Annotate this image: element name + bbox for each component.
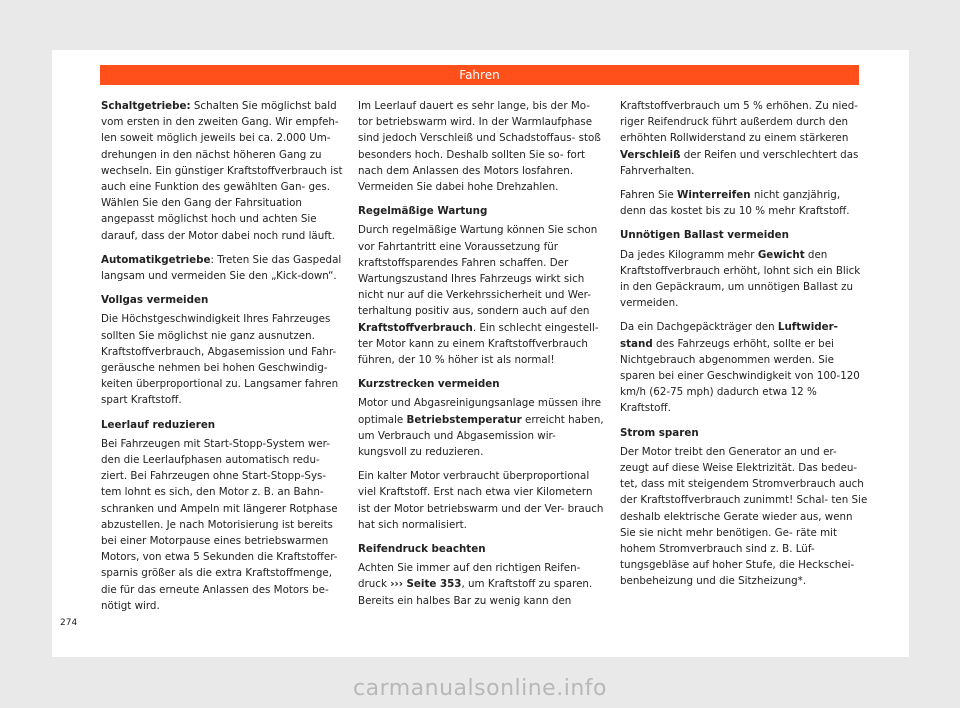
paragraph-text: Schalten Sie möglichst bald vom ersten in den zweiten Gang. Wir empfeh- len soweit möglich jeweils bei ca. 2.000 Um- drehungen in den nächst höheren Gang zu wechseln. Ein günstiger Kraftstoffverbrauch ist auch eine Funktion des gewählten Gan- ges. Wählen Sie den Gang der Fahrsituation angepasst möglichst hoch und achten Sie darauf, dass der Motor dabei noch rund läuft.	[101, 100, 343, 242]
watermark: carmanualsonline.info	[353, 676, 607, 701]
paragraph	[101, 252, 349, 284]
paragraph	[101, 98, 349, 244]
term-bold: Schaltgetriebe:	[101, 100, 191, 112]
term-bold: Kraftstoffverbrauch	[358, 321, 473, 334]
paragraph-text: Da jedes Kilogramm mehr	[620, 248, 758, 261]
paragraph-text: Kraftstoffverbrauch um 5 % erhöhen. Zu nied- riger Reifendruck führt außerdem durch den erhöhten Rollwiderstand zu einem stärkeren	[620, 100, 858, 145]
paragraph: Ein kalter Motor verbraucht überproportional viel Kraftstoff. Erst nach etwa vier Kilometern ist der Motor betriebswarm und der Ver- brauch hat sich normalisiert.	[358, 470, 604, 531]
paragraph-text: des Fahrzeugs erhöht, sollte er bei Nichtgebrauch abgenommen werden. Sie sparen bei einer Geschwindigkeit von 100-120 km/h (62-75 mph) dadurch etwa 12 % Kraftstoff.	[620, 337, 860, 415]
paragraph	[620, 98, 868, 179]
paragraph-text: Durch regelmäßige Wartung können Sie schon vor Fahrtantritt eine Voraussetzung für kraftstoffsparendes Fahren schaffen. Der Wartungszustand Ihres Fahrzeugs wirkt sich nicht nur auf die Verkehrssicherheit und Wer- terhaltung positiv aus, sondern auch auf den	[358, 224, 598, 318]
paragraph: Die Höchstgeschwindigkeit Ihres Fahrzeuges sollten Sie möglichst nie ganz ausnutzen. Kraftstoffverbrauch, Abgasemission und Fahr- geräusche nehmen bei hohen Geschwindig- keiten überproportional zu. Langsamer fahren spart Kraftstoff.	[101, 313, 339, 407]
term-bold: Verschleiß	[620, 148, 681, 161]
section-heading: Kurzstrecken vermeiden	[358, 378, 500, 391]
section-title: Fahren	[459, 68, 500, 82]
section-heading: Regelmäßige Wartung	[358, 205, 488, 218]
term-bold: Winterreifen	[676, 189, 751, 202]
paragraph	[358, 395, 606, 460]
section-heading: Leerlauf reduzieren	[101, 418, 216, 431]
paragraph-text: Fahren Sie	[620, 189, 677, 202]
text-column-1	[101, 98, 349, 622]
paragraph-text: Motor und Abgasreinigungsanlage müssen ihre optimale	[358, 397, 602, 426]
paragraph	[620, 319, 868, 416]
paragraph-text: , um Kraftstoff zu sparen. Bereits ein halbes Bar zu wenig kann den	[358, 578, 593, 607]
section-heading: Vollgas vermeiden	[101, 294, 209, 307]
text-column-3	[620, 98, 868, 598]
page-number: 274	[60, 618, 78, 628]
section-heading: Reifendruck beachten	[358, 543, 486, 556]
section-heading: Strom sparen	[620, 426, 699, 439]
paragraph: Im Leerlauf dauert es sehr lange, bis der Mo- tor betriebswarm wird. In der Warmlaufphase sind jedoch Verschleiß und Schadstoffaus- stoß besonders hoch. Deshalb sollten Sie so- fort nach dem Anlassen des Motors losfahren. Vermeiden Sie dabei hohe Drehzahlen.	[358, 100, 601, 194]
page-reference-link[interactable]: ››› Seite 353	[390, 578, 462, 591]
paragraph-text: erreicht haben, um Verbrauch und Abgasemission wir- kungsvoll zu reduzieren.	[358, 413, 604, 459]
paragraph	[358, 560, 606, 609]
paragraph-text: der Reifen und verschlechtert das Fahrverhalten.	[620, 148, 859, 177]
paragraph-text: Da ein Dachgepäckträger den	[620, 321, 778, 334]
text-column-2	[358, 98, 606, 617]
paragraph-text: : Treten Sie das Gaspedal langsam und vermeiden Sie den „Kick-down“.	[101, 253, 342, 283]
section-header	[100, 65, 859, 85]
term-bold: Gewicht	[757, 248, 805, 261]
paragraph-text: den Kraftstoffverbrauch erhöht, lohnt sich ein Blick in den Gepäckraum, um unnötigen Ballast zu vermeiden.	[620, 248, 861, 310]
term-bold: Automatikgetriebe	[101, 253, 211, 266]
paragraph	[358, 222, 606, 368]
paragraph-text: . Ein schlecht eingestell- ter Motor kann zu einem Kraftstoffverbrauch führen, der 10 % höher ist als normal!	[358, 321, 599, 367]
paragraph: Der Motor treibt den Generator an und er- zeugt auf diese Weise Elektrizität. Das bedeu- tet, dass mit steigendem Stromverbrauch auch der Kraftstoffverbrauch zunimmt! Schal- ten Sie deshalb elektrische Gerate wieder aus, wenn Sie sie nicht mehr benötigen. Ge- räte mit hohem Stromverbrauch sind z. B. Lüf- tungsgebläse auf hoher Stufe, die Heckschei- benbeheizung und die Sitzheizung*.	[620, 445, 868, 588]
paragraph	[620, 187, 868, 219]
term-bold: Luftwider- stand	[620, 321, 838, 350]
paragraph-text: nicht ganzjährig, denn das kostet bis zu 10 % mehr Kraftstoff.	[620, 189, 850, 218]
section-heading: Unnötigen Ballast vermeiden	[620, 229, 789, 242]
term-bold: Betriebstemperatur	[406, 413, 522, 426]
paragraph: Bei Fahrzeugen mit Start-Stopp-System wer- den die Leerlaufphasen automatisch redu- ziert. Bei Fahrzeugen ohne Start-Stopp-Sys- tem lohnt es sich, den Motor z. B. an Bahn- schranken und Ampeln mit längerer Rotphase abzustellen. Je nach Motorisierung ist bereits bei einer Motorpause eines betriebswarmen Motors, von etwa 5 Sekunden die Kraftstoffer- sparnis größer als die extra Kraftstoffmenge, die für das erneute Anlassen des Motors be- nötigt wird.	[101, 437, 338, 612]
paragraph	[620, 247, 868, 312]
paragraph-text: Achten Sie immer auf den richtigen Reifen- druck	[358, 562, 581, 591]
